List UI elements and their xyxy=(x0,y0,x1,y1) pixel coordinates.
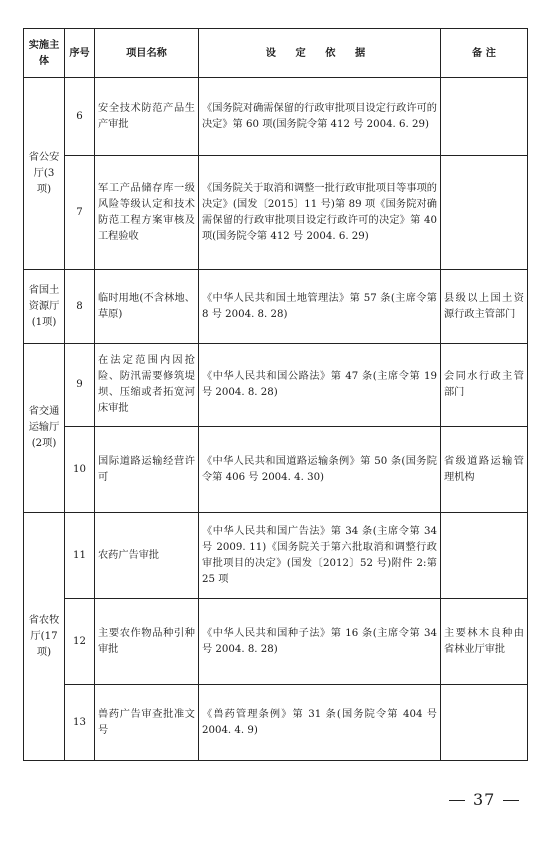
item-name: 在法定范围内因抢险、防汛需要修筑堤坝、压缩或者拓宽河床审批 xyxy=(95,344,199,427)
table-row xyxy=(24,513,528,599)
remark-cell xyxy=(441,685,528,761)
table-row xyxy=(24,427,528,513)
item-name: 军工产品储存库一级风险等级认定和技术防范工程方案审核及工程验收 xyxy=(95,156,199,270)
item-name: 安全技术防范产品生产审批 xyxy=(95,78,199,156)
remark-cell: 县级以上国土资源行政主管部门 xyxy=(441,270,528,344)
row-number: 13 xyxy=(65,685,95,761)
row-number: 11 xyxy=(65,513,95,599)
row-number: 7 xyxy=(65,156,95,270)
subject-cell: 省交通运输厅(2项) xyxy=(24,344,65,513)
item-name: 国际道路运输经营许可 xyxy=(95,427,199,513)
legal-basis: 《中华人民共和国道路运输条例》第 50 条(国务院令第 406 号 2004. 4. 30) xyxy=(199,427,441,513)
legal-basis: 《中华人民共和国土地管理法》第 57 条(主席令第 8 号 2004. 8. 28) xyxy=(199,270,441,344)
item-name: 主要农作物品种引种审批 xyxy=(95,599,199,685)
legal-basis: 《中华人民共和国种子法》第 16 条(主席令第 34 号 2004. 8. 28) xyxy=(199,599,441,685)
remark-cell xyxy=(441,156,528,270)
legal-basis: 《国务院关于取消和调整一批行政审批项目等事项的决定》(国发〔2015〕11 号)第 89 项《国务院对确需保留的行政审批项目设定行政许可的决定》第 40 项(国务院令第 412 号 2004. 6. 29) xyxy=(199,156,441,270)
legal-basis: 《中华人民共和国公路法》第 47 条(主席令第 19 号 2004. 8. 28) xyxy=(199,344,441,427)
remark-cell xyxy=(441,78,528,156)
table-row xyxy=(24,270,528,344)
table-row xyxy=(24,156,528,270)
table-row xyxy=(24,78,528,156)
remark-cell: 会同水行政主管部门 xyxy=(441,344,528,427)
remark-cell xyxy=(441,513,528,599)
row-number: 8 xyxy=(65,270,95,344)
row-number: 9 xyxy=(65,344,95,427)
subject-cell: 省农牧厅(17项) xyxy=(24,513,65,761)
page-number xyxy=(441,790,527,809)
row-number: 12 xyxy=(65,599,95,685)
header-basis: 设 定 依 据 xyxy=(199,29,441,78)
header-remark: 备 注 xyxy=(441,29,528,78)
legal-basis: 《兽药管理条例》第 31 条(国务院令第 404 号 2004. 4. 9) xyxy=(199,685,441,761)
subject-cell: 省国土资源厅(1项) xyxy=(24,270,65,344)
header-subject: 实施主体 xyxy=(24,29,65,78)
page-dash-right xyxy=(503,800,519,801)
table-header-row xyxy=(24,29,528,78)
page-dash-left xyxy=(449,800,465,801)
header-name: 项目名称 xyxy=(95,29,199,78)
subject-cell: 省公安厅(3项) xyxy=(24,78,65,270)
legal-basis: 《国务院对确需保留的行政审批项目设定行政许可的决定》第 60 项(国务院令第 412 号 2004. 6. 29) xyxy=(199,78,441,156)
table-row xyxy=(24,685,528,761)
item-name: 农药广告审批 xyxy=(95,513,199,599)
remark-cell: 省级道路运输管理机构 xyxy=(441,427,528,513)
page-number-value: 37 xyxy=(473,790,496,809)
table-row xyxy=(24,344,528,427)
header-no: 序号 xyxy=(65,29,95,78)
legal-basis: 《中华人民共和国广告法》第 34 条(主席令第 34 号 2009. 11)《国务院关于第六批取消和调整行政审批项目的决定》(国发〔2012〕52 号)附件 2:第 25 项 xyxy=(199,513,441,599)
approval-items-table xyxy=(23,28,528,761)
row-number: 6 xyxy=(65,78,95,156)
remark-cell: 主要林木良种由省林业厅审批 xyxy=(441,599,528,685)
item-name: 临时用地(不含林地、草原) xyxy=(95,270,199,344)
row-number: 10 xyxy=(65,427,95,513)
table-row xyxy=(24,599,528,685)
item-name: 兽药广告审查批准文号 xyxy=(95,685,199,761)
